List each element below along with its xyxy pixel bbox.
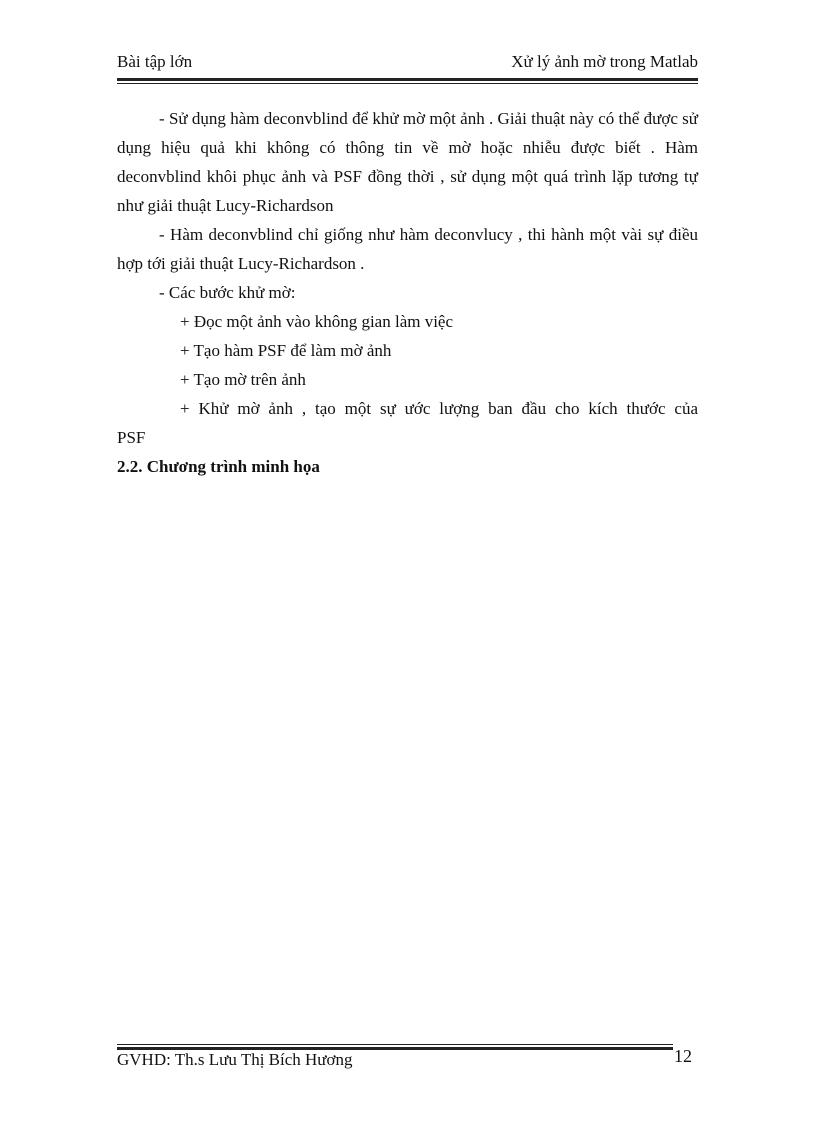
section-heading: 2.2. Chương trình minh họa: [117, 457, 320, 476]
header-divider: [117, 78, 698, 84]
step-item-2: + Tạo hàm PSF để làm mờ ảnh: [180, 341, 392, 360]
paragraph-deconvblind-compare: - Hàm deconvblind chỉ giống như hàm deconvlucy , thi hành một vài sự điều hợp tới giải thuật Lucy-Richardson .: [117, 225, 698, 273]
header-title-right: Xử lý ảnh mờ trong Matlab: [511, 52, 698, 71]
page-number: 12: [674, 1046, 692, 1066]
header-title-left: Bài tập lớn: [117, 52, 193, 71]
step-item-4: + Khử mờ ảnh , tạo một sự ước lượng ban đầu cho kích thước của: [180, 399, 698, 418]
step-item-4-continuation: PSF: [117, 428, 146, 447]
footer-instructor: GVHD: Th.s Lưu Thị Bích Hương: [117, 1050, 353, 1069]
step-item-1: + Đọc một ảnh vào không gian làm việc: [180, 312, 454, 331]
paragraph-deconvblind-intro: - Sử dụng hàm deconvblind để khử mờ một ảnh . Giải thuật này có thể được sử dụng hiệu quả khi không có thông tin về mờ hoặc nhiễu được biết . Hàm deconvblind khôi phục ảnh và PSF đồng thời , sử dụng một quá trình lặp tương tự như giải thuật Lucy-Richardson: [117, 109, 698, 215]
paragraph-steps-intro: - Các bước khử mờ:: [159, 283, 296, 302]
page-header: [117, 52, 698, 78]
page-body: [117, 104, 698, 481]
step-item-3: + Tạo mờ trên ảnh: [180, 370, 306, 389]
